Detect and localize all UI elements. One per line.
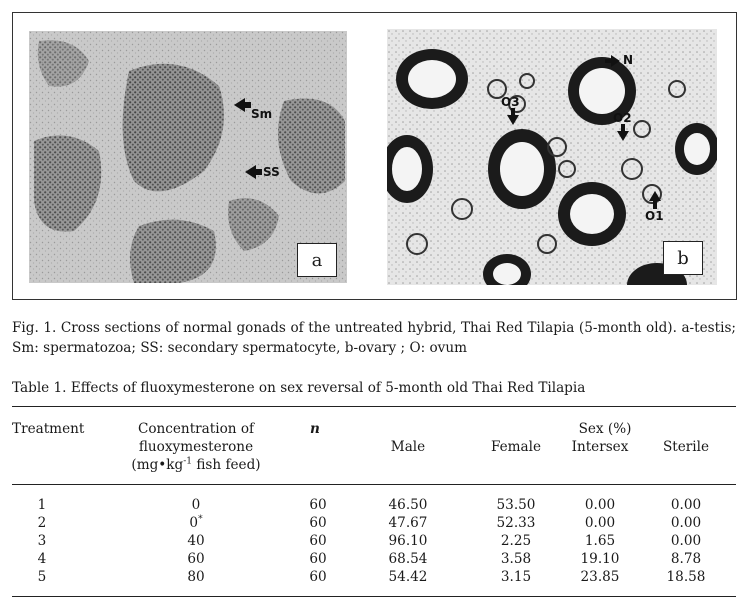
cell-concentration <box>156 514 236 532</box>
cell-intersex: 0.00 <box>584 497 616 513</box>
cell-intersex: 1.65 <box>584 533 616 549</box>
cell-intersex: 23.85 <box>580 569 620 585</box>
cell-female: 52.33 <box>496 515 536 531</box>
cell-n: 60 <box>309 551 327 567</box>
cell-intersex: 0.00 <box>584 515 616 531</box>
cell-n: 60 <box>309 497 327 513</box>
header-treatment: Treatment <box>12 421 85 437</box>
table-bottom-rule <box>12 596 736 597</box>
ovary-micrograph <box>387 29 717 285</box>
cell-sterile: 8.78 <box>670 551 702 567</box>
cell-n: 60 <box>309 569 327 585</box>
cell-female: 53.50 <box>496 497 536 513</box>
cell-male: 96.10 <box>388 533 428 549</box>
cell-concentration-value: 80 <box>187 569 205 585</box>
cell-male: 46.50 <box>388 497 428 513</box>
cell-footnote: * <box>198 514 203 525</box>
table-title: Table 1. Effects of fluoxymesterone on sex reversal of 5-month old Thai Red Tilapia <box>12 380 586 396</box>
o2-label: O2 <box>613 111 632 125</box>
header-intersex: Intersex <box>571 439 629 455</box>
header-concentration-line2: fluoxymesterone <box>138 439 254 455</box>
o1-label: O1 <box>645 209 664 223</box>
cell-treatment: 1 <box>37 497 47 513</box>
header-concentration-line3 <box>112 456 280 474</box>
cell-male: 47.67 <box>388 515 428 531</box>
cell-concentration-value: 40 <box>187 533 205 549</box>
cell-concentration-value: 0 <box>191 497 201 513</box>
o3-label: O3 <box>501 95 520 109</box>
header-n: n <box>310 421 320 437</box>
header-male: Male <box>390 439 426 455</box>
cell-concentration <box>156 532 236 550</box>
cell-treatment: 4 <box>37 551 47 567</box>
cell-sterile: 0.00 <box>670 533 702 549</box>
cell-male: 68.54 <box>388 551 428 567</box>
panel-b-label: b <box>663 241 703 275</box>
figure-caption: Fig. 1. Cross sections of normal gonads of the untreated hybrid, Thai Red Tilapia (5-month old). a-testis; Sm: spermatozoa; SS: secondary spermatocyte, b-ovary ; O: ovum <box>12 320 736 356</box>
cell-sterile: 0.00 <box>670 497 702 513</box>
header-concentration-exponent: -1 <box>183 456 193 467</box>
header-sterile: Sterile <box>662 439 710 455</box>
figure-frame <box>12 12 737 300</box>
cell-concentration <box>156 568 236 586</box>
table-header-rule <box>12 484 736 485</box>
header-concentration-unit-tail: fish feed) <box>192 457 261 473</box>
header-sex-group: Sex (%) <box>578 421 632 437</box>
cell-female: 3.58 <box>500 551 532 567</box>
cell-female: 2.25 <box>500 533 532 549</box>
header-concentration-line1: Concentration of <box>137 421 255 437</box>
header-concentration-unit: (mg•kg <box>131 457 184 473</box>
table-top-rule <box>12 406 736 407</box>
cell-treatment: 5 <box>37 569 47 585</box>
cell-sterile: 0.00 <box>670 515 702 531</box>
sm-label: Sm <box>251 107 273 121</box>
cell-sterile: 18.58 <box>666 569 706 585</box>
cell-n: 60 <box>309 533 327 549</box>
cell-male: 54.42 <box>388 569 428 585</box>
header-female: Female <box>490 439 542 455</box>
cell-treatment: 3 <box>37 533 47 549</box>
cell-intersex: 19.10 <box>580 551 620 567</box>
testis-micrograph <box>29 31 347 283</box>
cell-treatment: 2 <box>37 515 47 531</box>
ss-label: SS <box>263 165 280 179</box>
cell-concentration-value: 60 <box>187 551 205 567</box>
panel-a-label: a <box>297 243 337 277</box>
n-label: N <box>623 53 634 67</box>
cell-concentration-value: 0 <box>189 515 199 531</box>
cell-concentration <box>156 550 236 568</box>
cell-concentration <box>156 496 236 514</box>
cell-n: 60 <box>309 515 327 531</box>
cell-female: 3.15 <box>500 569 532 585</box>
